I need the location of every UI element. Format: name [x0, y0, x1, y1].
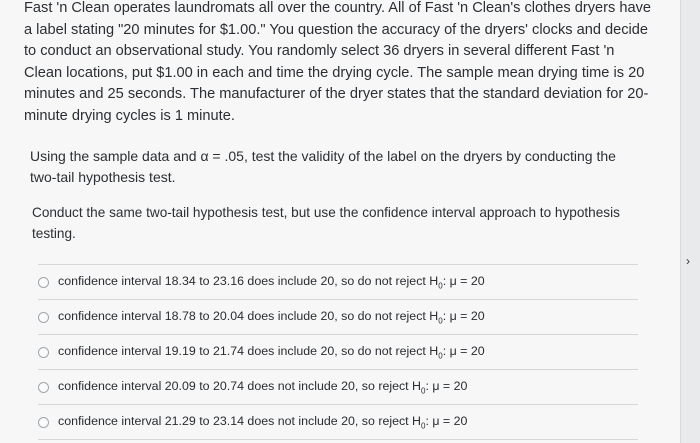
hypothesis-subscript: 0	[438, 316, 443, 326]
hypothesis-statement: : μ = 20	[425, 378, 468, 393]
hypothesis-subscript: 0	[421, 421, 426, 431]
option-label: confidence interval 20.09 to 20.74 does not include 20, so reject $H_0$: μ = 20	[58, 378, 468, 396]
hypothesis-subscript: 0	[438, 351, 443, 361]
hypothesis-statement: : μ = 20	[442, 308, 485, 323]
option-label: confidence interval 18.78 to 20.04 does include 20, so do not reject $H_0$: μ = 20	[58, 308, 485, 326]
answer-options	[38, 264, 638, 440]
hypothesis-statement: : μ = 20	[442, 273, 485, 288]
hypothesis-statement: : μ = 20	[425, 413, 468, 428]
question-paragraph-scenario: Fast 'n Clean operates laundromats all over the country. All of Fast 'n Clean's clothes dryers have a label stating "20 minutes for $1.00." You question the accuracy of the dryers' clocks and decide to conduct an observational study. You randomly select 36 dryers in several different Fast 'n Clean locations, put $1.00 in each and time the drying cycle. The sample mean drying time is 20 minutes and 25 seconds. The manufacturer of the dryer states that the standard deviation for 20-minute drying cycles is 1 minute.	[24, 0, 652, 124]
answer-option[interactable]	[38, 404, 638, 440]
radio-button[interactable]	[38, 312, 49, 323]
question-paragraph-instructions: Using the sample data and α = .05, test the validity of the label on the dryers by conducting the two-tail hypothesis test.	[30, 148, 616, 185]
answer-option[interactable]	[38, 264, 638, 299]
answer-option[interactable]	[38, 299, 638, 334]
radio-button[interactable]	[38, 417, 49, 428]
hypothesis-subscript: 0	[421, 386, 426, 396]
hypothesis-subscript: 0	[438, 281, 443, 291]
answer-option[interactable]	[38, 369, 638, 404]
option-label: confidence interval 21.29 to 23.14 does not include 20, so reject $H_0$: μ = 20	[58, 413, 468, 431]
hypothesis-statement: : μ = 20	[442, 343, 485, 358]
scroll-marker-icon: ›	[686, 254, 690, 268]
option-label: confidence interval 18.34 to 23.16 does include 20, so do not reject $H_0$: μ = 20	[58, 273, 485, 291]
radio-button[interactable]	[38, 277, 49, 288]
radio-button[interactable]	[38, 382, 49, 393]
question-paragraph-task: Conduct the same two-tail hypothesis test, but use the confidence interval approach to hypothesis testing.	[32, 205, 620, 241]
answer-option[interactable]	[38, 334, 638, 369]
option-label: confidence interval 19.19 to 21.74 does include 20, so do not reject $H_0$: μ = 20	[58, 343, 485, 361]
radio-button[interactable]	[38, 347, 49, 358]
